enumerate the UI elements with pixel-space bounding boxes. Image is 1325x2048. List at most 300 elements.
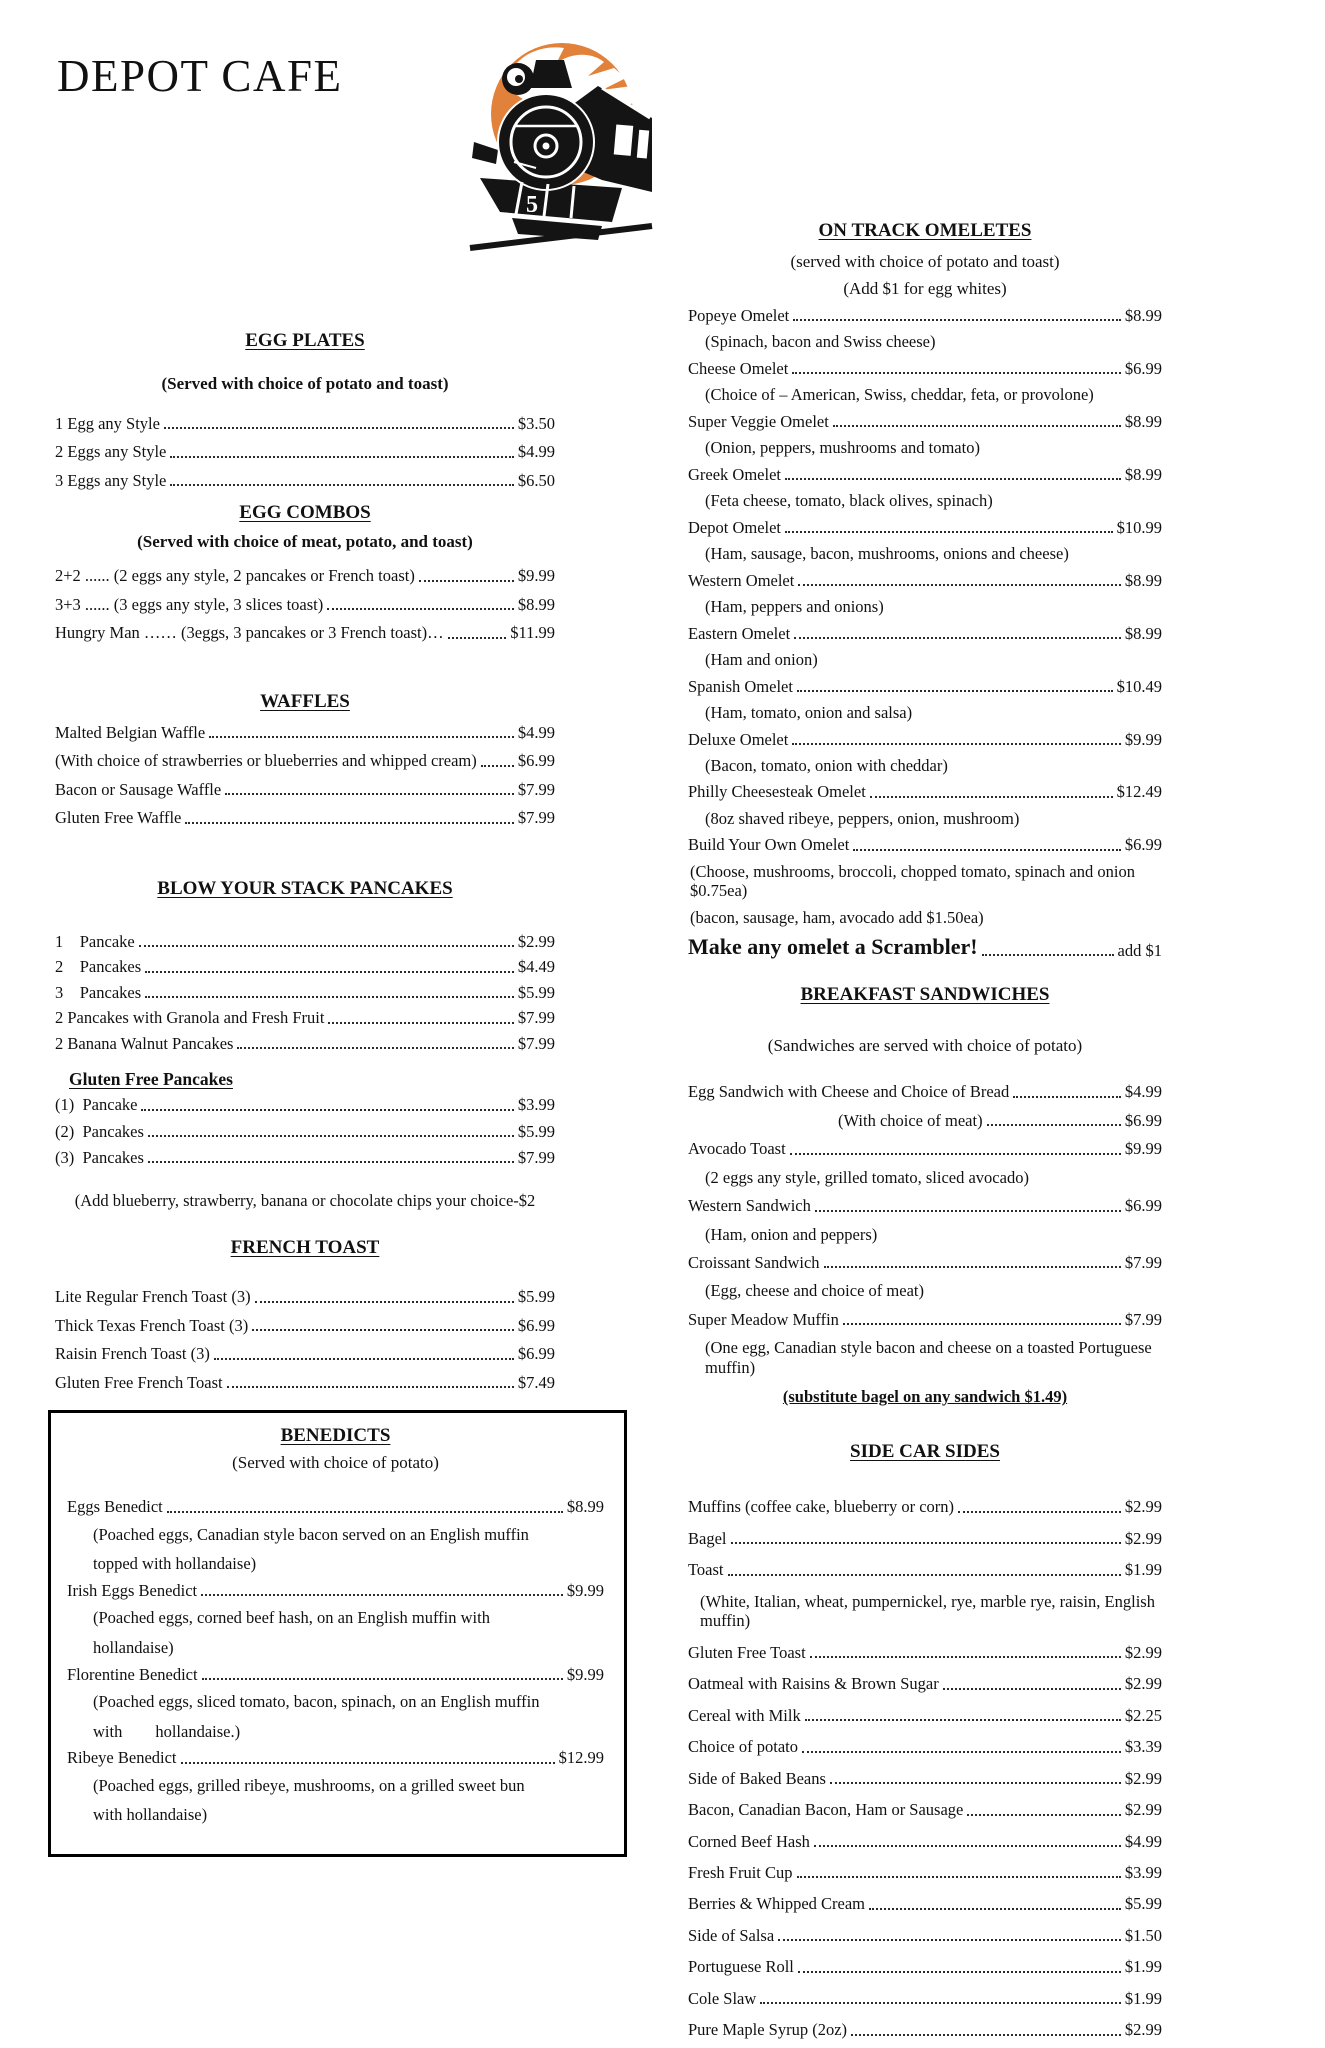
item-price: $6.99 (1124, 1196, 1162, 1216)
menu-item-row (55, 414, 555, 433)
item-name: Western Omelet (688, 570, 795, 590)
dots-leader (728, 1574, 1121, 1576)
menu-item-row (55, 1373, 555, 1392)
item-price: $2.99 (1124, 1528, 1162, 1548)
dots-leader (869, 1908, 1121, 1910)
item-name: 2 Banana Walnut Pancakes (55, 1033, 234, 1053)
section-subtitle: (Served with choice of potato and toast) (161, 374, 449, 393)
menu-item-row (688, 2020, 1162, 2039)
dots-leader (824, 1266, 1121, 1268)
menu-item-row (55, 983, 555, 1002)
item-name: 2 Pancakes with Granola and Fresh Fruit (55, 1008, 325, 1028)
item-name: Ribeye Benedict (67, 1748, 177, 1768)
menu-item-row (55, 751, 555, 770)
item-name: Muffins (coffee cake, blueberry or corn) (688, 1497, 955, 1517)
dots-leader (760, 2002, 1121, 2004)
menu-item-row (55, 723, 555, 742)
item-description: (Choice of – American, Swiss, cheddar, feta, or provolone) (705, 385, 1094, 405)
dots-leader (167, 1511, 563, 1513)
item-name: Malted Belgian Waffle (55, 722, 206, 742)
item-price: $3.99 (517, 1095, 555, 1115)
item-name: (2) Pancakes (55, 1121, 144, 1141)
engine-number: 5 (526, 192, 538, 218)
item-name: (With choice of strawberries or blueberries and whipped cream) (55, 751, 477, 771)
item-price: $2.99 (1124, 1674, 1162, 1694)
dots-leader (145, 996, 514, 998)
menu-section-pancakes (55, 878, 555, 1053)
item-price: $1.99 (1124, 1957, 1162, 1977)
item-name: 1 Pancake (55, 931, 135, 951)
item-price: $8.99 (1124, 411, 1162, 431)
dots-leader (853, 849, 1121, 851)
item-name: Cole Slaw (688, 1988, 757, 2008)
item-price: $5.99 (1124, 1894, 1162, 1914)
item-price: $7.99 (517, 1147, 555, 1167)
dots-leader (731, 1542, 1121, 1544)
menu-item-row (688, 412, 1162, 431)
item-price: $8.99 (1124, 306, 1162, 325)
item-price: $2.99 (1124, 1642, 1162, 1662)
menu-item-row (55, 442, 555, 461)
menu-item-row (688, 934, 1162, 960)
menu-item-row (67, 1581, 604, 1600)
item-name: Lite Regular French Toast (3) (55, 1287, 251, 1307)
item-name: Pure Maple Syrup (2oz) (688, 2020, 848, 2040)
dots-leader (201, 1594, 563, 1596)
item-name: 2 Pancakes (55, 957, 142, 977)
item-name: Depot Omelet (688, 517, 782, 537)
item-description: (Ham, peppers and onions) (705, 597, 884, 617)
item-name: (3) Pancakes (55, 1147, 144, 1167)
steam-train-logo (452, 22, 657, 254)
dots-leader (209, 736, 514, 738)
menu-item-row (688, 730, 1162, 749)
dots-leader (252, 1329, 514, 1331)
menu-section-gluten-free-pancakes (55, 1069, 555, 1211)
item-name: Super Meadow Muffin (688, 1309, 839, 1329)
headlight-pupil (515, 75, 523, 83)
menu-item-row (688, 1139, 1162, 1158)
item-name: Cheese Omelet (688, 358, 789, 378)
menu-column-right (688, 220, 1162, 2048)
menu-item-row (688, 1957, 1162, 1976)
item-price: $2.99 (1124, 2020, 1162, 2040)
dots-leader (225, 793, 514, 795)
item-description: (Egg, cheese and choice of meat) (705, 1281, 924, 1301)
menu-item-row (67, 1748, 604, 1767)
dots-leader (145, 971, 514, 973)
dots-leader (794, 637, 1121, 639)
item-price: $10.99 (1116, 517, 1162, 537)
item-price: $2.25 (1124, 1705, 1162, 1725)
menu-item-row (688, 1737, 1162, 1756)
dots-leader (982, 954, 1114, 956)
dots-leader (815, 1210, 1121, 1212)
section-subtitle: (Served with choice of meat, potato, and toast) (137, 532, 473, 552)
dots-leader (170, 456, 514, 458)
item-price: $4.99 (1124, 1831, 1162, 1851)
item-name: Super Veggie Omelet (688, 411, 829, 431)
boiler-hub (543, 143, 550, 150)
menu-item-row (688, 1253, 1162, 1272)
menu-item-row (688, 1769, 1162, 1788)
menu-item-row (688, 677, 1162, 696)
menu-section-side-car-sides (688, 1441, 1162, 2039)
item-description: (Choose, mushrooms, broccoli, chopped tomato, spinach and onion $0.75ea) (690, 861, 1140, 901)
dots-leader (185, 822, 514, 824)
dots-leader (778, 1939, 1121, 1941)
item-name: Toast (688, 1560, 724, 1580)
item-name: Thick Texas French Toast (3) (55, 1315, 249, 1335)
menu-item-row (688, 1863, 1162, 1882)
dots-leader (797, 690, 1113, 692)
dots-leader (790, 1153, 1121, 1155)
item-description: hollandaise) (93, 1637, 174, 1657)
item-price: $8.99 (517, 594, 555, 614)
section-subtitle: (Add $1 for egg whites) (843, 279, 1007, 298)
item-name: Bacon or Sausage Waffle (55, 779, 222, 799)
dots-leader (148, 1135, 514, 1137)
menu-section-french-toast (55, 1237, 555, 1392)
item-price: $3.39 (1124, 1737, 1162, 1757)
section-title: WAFFLES (260, 690, 350, 712)
section-title: BREAKFAST SANDWICHES (800, 984, 1050, 1006)
item-price: $7.99 (517, 1033, 555, 1053)
item-price: $7.99 (517, 1008, 555, 1028)
item-price: $9.99 (566, 1664, 604, 1684)
menu-item-row (55, 808, 555, 827)
item-description: (Bacon, tomato, onion with cheddar) (705, 755, 948, 775)
dots-leader (792, 743, 1121, 745)
menu-item-row (55, 1316, 555, 1335)
item-price: $1.50 (1124, 1925, 1162, 1945)
menu-item-row (688, 1310, 1162, 1329)
item-name: Greek Omelet (688, 464, 781, 484)
item-price: $6.99 (517, 751, 555, 771)
item-name: Fresh Fruit Cup (688, 1862, 793, 1882)
dots-leader (792, 372, 1121, 374)
item-name: Eastern Omelet (688, 623, 791, 643)
item-price: $6.99 (517, 1315, 555, 1335)
item-price: $4.99 (517, 722, 555, 742)
item-price: $7.49 (517, 1372, 555, 1392)
item-description: (Poached eggs, sliced tomato, bacon, spinach, on an English muffin (93, 1691, 540, 1711)
dots-leader (237, 1047, 513, 1049)
dots-leader (785, 478, 1121, 480)
dots-leader (843, 1323, 1121, 1325)
section-subtitle: (Served with choice of potato) (232, 1453, 439, 1473)
menu-item-row (55, 623, 555, 642)
section-subtitle: (served with choice of potato and toast) (790, 252, 1060, 271)
item-price: $9.99 (517, 566, 555, 586)
item-price: $1.99 (1124, 1560, 1162, 1580)
item-name: Egg Sandwich with Cheese and Choice of Bread (688, 1082, 1010, 1102)
item-description: (White, Italian, wheat, pumpernickel, rye, marble rye, raisin, English muffin) (700, 1591, 1160, 1631)
item-name: Bagel (688, 1528, 727, 1548)
item-price: $6.99 (1124, 1110, 1162, 1130)
dots-leader (170, 484, 514, 486)
item-name: Eggs Benedict (67, 1497, 163, 1517)
item-name: 2 Eggs any Style (55, 442, 167, 462)
item-name: Irish Eggs Benedict (67, 1580, 198, 1600)
item-price: $5.99 (517, 982, 555, 1002)
menu-item-row (55, 957, 555, 976)
dots-leader (1013, 1096, 1121, 1098)
menu-item-row (688, 518, 1162, 537)
item-price: $7.99 (517, 779, 555, 799)
item-name: 3 Eggs any Style (55, 470, 167, 490)
item-name: Cereal with Milk (688, 1705, 801, 1725)
item-name: 3+3 ...... (3 eggs any style, 3 slices toast) (55, 594, 324, 614)
item-price: $12.49 (1116, 782, 1162, 802)
dots-leader (797, 1876, 1121, 1878)
item-description: with hollandaise.) (93, 1721, 241, 1741)
menu-item-row (55, 1122, 555, 1141)
dots-leader (814, 1845, 1121, 1847)
item-name: Avocado Toast (688, 1139, 786, 1159)
item-name: 3 Pancakes (55, 982, 142, 1002)
menu-item-row (688, 1989, 1162, 2008)
item-name: Choice of potato (688, 1737, 798, 1757)
menu-item-row (67, 1665, 604, 1684)
menu-item-row (688, 1832, 1162, 1851)
item-description: (Ham, tomato, onion and salsa) (705, 703, 913, 723)
menu-section-egg-plates (55, 330, 555, 490)
item-price: $3.99 (1124, 1862, 1162, 1882)
item-name: Corned Beef Hash (688, 1831, 810, 1851)
menu-item-row (55, 932, 555, 951)
item-name: Hungry Man …… (3eggs, 3 pancakes or 3 French toast)… (55, 623, 444, 643)
menu-item-row (55, 1148, 555, 1167)
item-price: $7.99 (1124, 1253, 1162, 1273)
dots-leader (830, 1782, 1121, 1784)
dots-leader (148, 1161, 514, 1163)
dots-leader (164, 427, 514, 429)
item-name: Deluxe Omelet (688, 729, 789, 749)
item-name: Berries & Whipped Cream (688, 1894, 866, 1914)
menu-item-row (688, 624, 1162, 643)
dots-leader (214, 1358, 514, 1360)
item-price: $6.99 (1124, 358, 1162, 378)
menu-column-left (55, 330, 604, 1857)
menu-item-row (688, 1643, 1162, 1662)
dots-leader (810, 1656, 1121, 1658)
dots-leader (793, 319, 1121, 321)
item-name: Gluten Free Waffle (55, 808, 182, 828)
item-name: Croissant Sandwich (688, 1253, 820, 1273)
menu-item-row (688, 1894, 1162, 1913)
item-name: Side of Salsa (688, 1925, 775, 1945)
item-name: Raisin French Toast (3) (55, 1344, 210, 1364)
menu-item-row (55, 1008, 555, 1027)
item-description: (2 eggs any style, grilled tomato, sliced avocado) (705, 1167, 1029, 1187)
dots-leader (958, 1511, 1121, 1513)
dots-leader (327, 608, 514, 610)
item-description: (Spinach, bacon and Swiss cheese) (705, 332, 936, 352)
menu-item-row (688, 571, 1162, 590)
dots-leader (798, 584, 1121, 586)
menu-item-row (688, 306, 1162, 325)
item-name: Florentine Benedict (67, 1664, 198, 1684)
item-name: Build Your Own Omelet (688, 835, 850, 855)
menu-note: (substitute bagel on any sandwich $1.49) (782, 1387, 1068, 1407)
menu-item-row (688, 1196, 1162, 1215)
item-description: (bacon, sausage, ham, avocado add $1.50ea) (690, 907, 984, 927)
item-price: $5.99 (517, 1121, 555, 1141)
item-price: $8.99 (1124, 623, 1162, 643)
item-name: Western Sandwich (688, 1196, 811, 1216)
dots-leader (141, 1109, 513, 1111)
menu-item-row (838, 1111, 1162, 1130)
dots-leader (255, 1301, 514, 1303)
menu-item-row (688, 465, 1162, 484)
dots-leader (785, 531, 1113, 533)
dots-leader (328, 1022, 513, 1024)
item-description: (Poached eggs, Canadian style bacon served on an English muffin (93, 1524, 529, 1544)
item-name: Philly Cheesesteak Omelet (688, 782, 866, 802)
item-price: $5.99 (517, 1287, 555, 1307)
item-description: (Ham, sausage, bacon, mushrooms, onions and cheese) (705, 544, 1069, 564)
page-title: DEPOT CAFE (57, 51, 343, 101)
item-price: $4.49 (517, 957, 555, 977)
cab-window (614, 124, 634, 155)
menu-section-benedicts (48, 1410, 627, 1856)
item-name: Popeye Omelet (688, 306, 790, 325)
dots-leader (851, 2034, 1121, 2036)
menu-item-row (688, 782, 1162, 801)
item-price: $6.99 (517, 1344, 555, 1364)
menu-item-row (55, 1287, 555, 1306)
menu-item-row (688, 835, 1162, 854)
item-name: Gluten Free French Toast (55, 1372, 223, 1392)
item-price: $9.99 (566, 1580, 604, 1600)
item-description: with hollandaise) (93, 1805, 208, 1825)
menu-item-row (688, 1560, 1162, 1579)
dots-leader (798, 1971, 1121, 1973)
item-name: Portuguese Roll (688, 1957, 794, 1977)
item-name: 2+2 ...... (2 eggs any style, 2 pancakes or French toast) (55, 566, 415, 586)
menu-item-row (688, 1529, 1162, 1548)
section-title: BENEDICTS (280, 1425, 391, 1447)
item-price: $8.99 (566, 1497, 604, 1517)
item-price: $4.99 (1124, 1082, 1162, 1102)
item-price: add $1 (1117, 940, 1162, 960)
locomotive-illustration (452, 22, 657, 254)
menu-item-row (55, 1034, 555, 1053)
item-description: (8oz shaved ribeye, peppers, onion, mushroom) (705, 808, 1020, 828)
item-description: (Poached eggs, corned beef hash, on an English muffin with (93, 1608, 490, 1628)
item-description: (Feta cheese, tomato, black olives, spinach) (705, 491, 993, 511)
menu-item-row (688, 1497, 1162, 1516)
item-price: $2.99 (517, 931, 555, 951)
item-price: $12.99 (558, 1748, 604, 1768)
item-name: (With choice of meat) (838, 1110, 983, 1130)
dots-leader (943, 1688, 1121, 1690)
item-description: (One egg, Canadian style bacon and cheese on a toasted Portuguese muffin) (705, 1338, 1156, 1377)
item-name: Side of Baked Beans (688, 1768, 826, 1788)
menu-section-breakfast-sandwiches (688, 984, 1162, 1407)
section-title: FRENCH TOAST (230, 1237, 380, 1259)
item-description: (Poached eggs, grilled ribeye, mushrooms, on a grilled sweet bun (93, 1775, 525, 1795)
item-price: $4.99 (517, 442, 555, 462)
section-title: ON TRACK OMELETES (818, 220, 1032, 241)
dots-leader (227, 1386, 514, 1388)
section-title: EGG PLATES (245, 330, 365, 351)
item-price: $11.99 (510, 623, 555, 643)
item-price: $2.99 (1124, 1768, 1162, 1788)
menu-item-row (688, 1800, 1162, 1819)
item-price: $3.50 (517, 414, 555, 433)
menu-section-omeletes (688, 220, 1162, 960)
menu-item-row (688, 1082, 1162, 1101)
dots-leader (181, 1762, 555, 1764)
item-name: Spanish Omelet (688, 676, 793, 696)
section-title: SIDE CAR SIDES (850, 1441, 1000, 1463)
section-subtitle: (Sandwiches are served with choice of potato) (767, 1036, 1083, 1056)
item-price: $2.99 (1124, 1800, 1162, 1820)
item-price: $10.49 (1116, 676, 1162, 696)
dots-leader (802, 1751, 1121, 1753)
menu-section-egg-combos (55, 502, 555, 642)
item-description: (Ham and onion) (705, 650, 818, 670)
dots-leader (202, 1678, 563, 1680)
menu-item-row (55, 471, 555, 490)
menu-item-row (67, 1497, 604, 1516)
item-name: (1) Pancake (55, 1095, 138, 1115)
dots-leader (987, 1124, 1121, 1126)
dots-leader (448, 637, 507, 639)
dots-leader (481, 765, 514, 767)
menu-item-row (55, 1095, 555, 1114)
menu-item-row (55, 1344, 555, 1363)
item-price: $6.99 (1124, 835, 1162, 855)
dots-leader (419, 580, 514, 582)
item-name: 1 Egg any Style (55, 414, 160, 433)
dots-leader (833, 425, 1121, 427)
item-price: $6.50 (517, 470, 555, 490)
item-name: Gluten Free Toast (688, 1642, 806, 1662)
item-price: $9.99 (1124, 729, 1162, 749)
item-price: $1.99 (1124, 1988, 1162, 2008)
item-description: (Onion, peppers, mushrooms and tomato) (705, 438, 980, 458)
section-title: Gluten Free Pancakes (69, 1069, 233, 1090)
menu-section-waffles (55, 691, 555, 828)
item-price: $2.99 (1124, 1497, 1162, 1517)
item-name: Make any omelet a Scrambler! (688, 934, 978, 960)
menu-item-row (688, 1926, 1162, 1945)
dots-leader (139, 945, 514, 947)
menu-item-row (688, 1706, 1162, 1725)
dots-leader (870, 796, 1113, 798)
item-description: (Ham, onion and peppers) (705, 1224, 878, 1244)
menu-item-row (688, 359, 1162, 378)
menu-item-row (55, 595, 555, 614)
item-price: $8.99 (1124, 570, 1162, 590)
item-name: Bacon, Canadian Bacon, Ham or Sausage (688, 1800, 964, 1820)
menu-item-row (55, 566, 555, 585)
item-price: $8.99 (1124, 464, 1162, 484)
menu-item-row (688, 1674, 1162, 1693)
dots-leader (967, 1814, 1120, 1816)
section-title: EGG COMBOS (239, 502, 371, 524)
item-description: topped with hollandaise) (93, 1554, 257, 1574)
menu-note: (Add blueberry, strawberry, banana or chocolate chips your choice-$2 (74, 1191, 536, 1211)
dots-leader (805, 1719, 1121, 1721)
item-price: $7.99 (1124, 1309, 1162, 1329)
item-price: $9.99 (1124, 1139, 1162, 1159)
item-price: $7.99 (517, 808, 555, 828)
section-title: BLOW YOUR STACK PANCAKES (157, 877, 453, 899)
